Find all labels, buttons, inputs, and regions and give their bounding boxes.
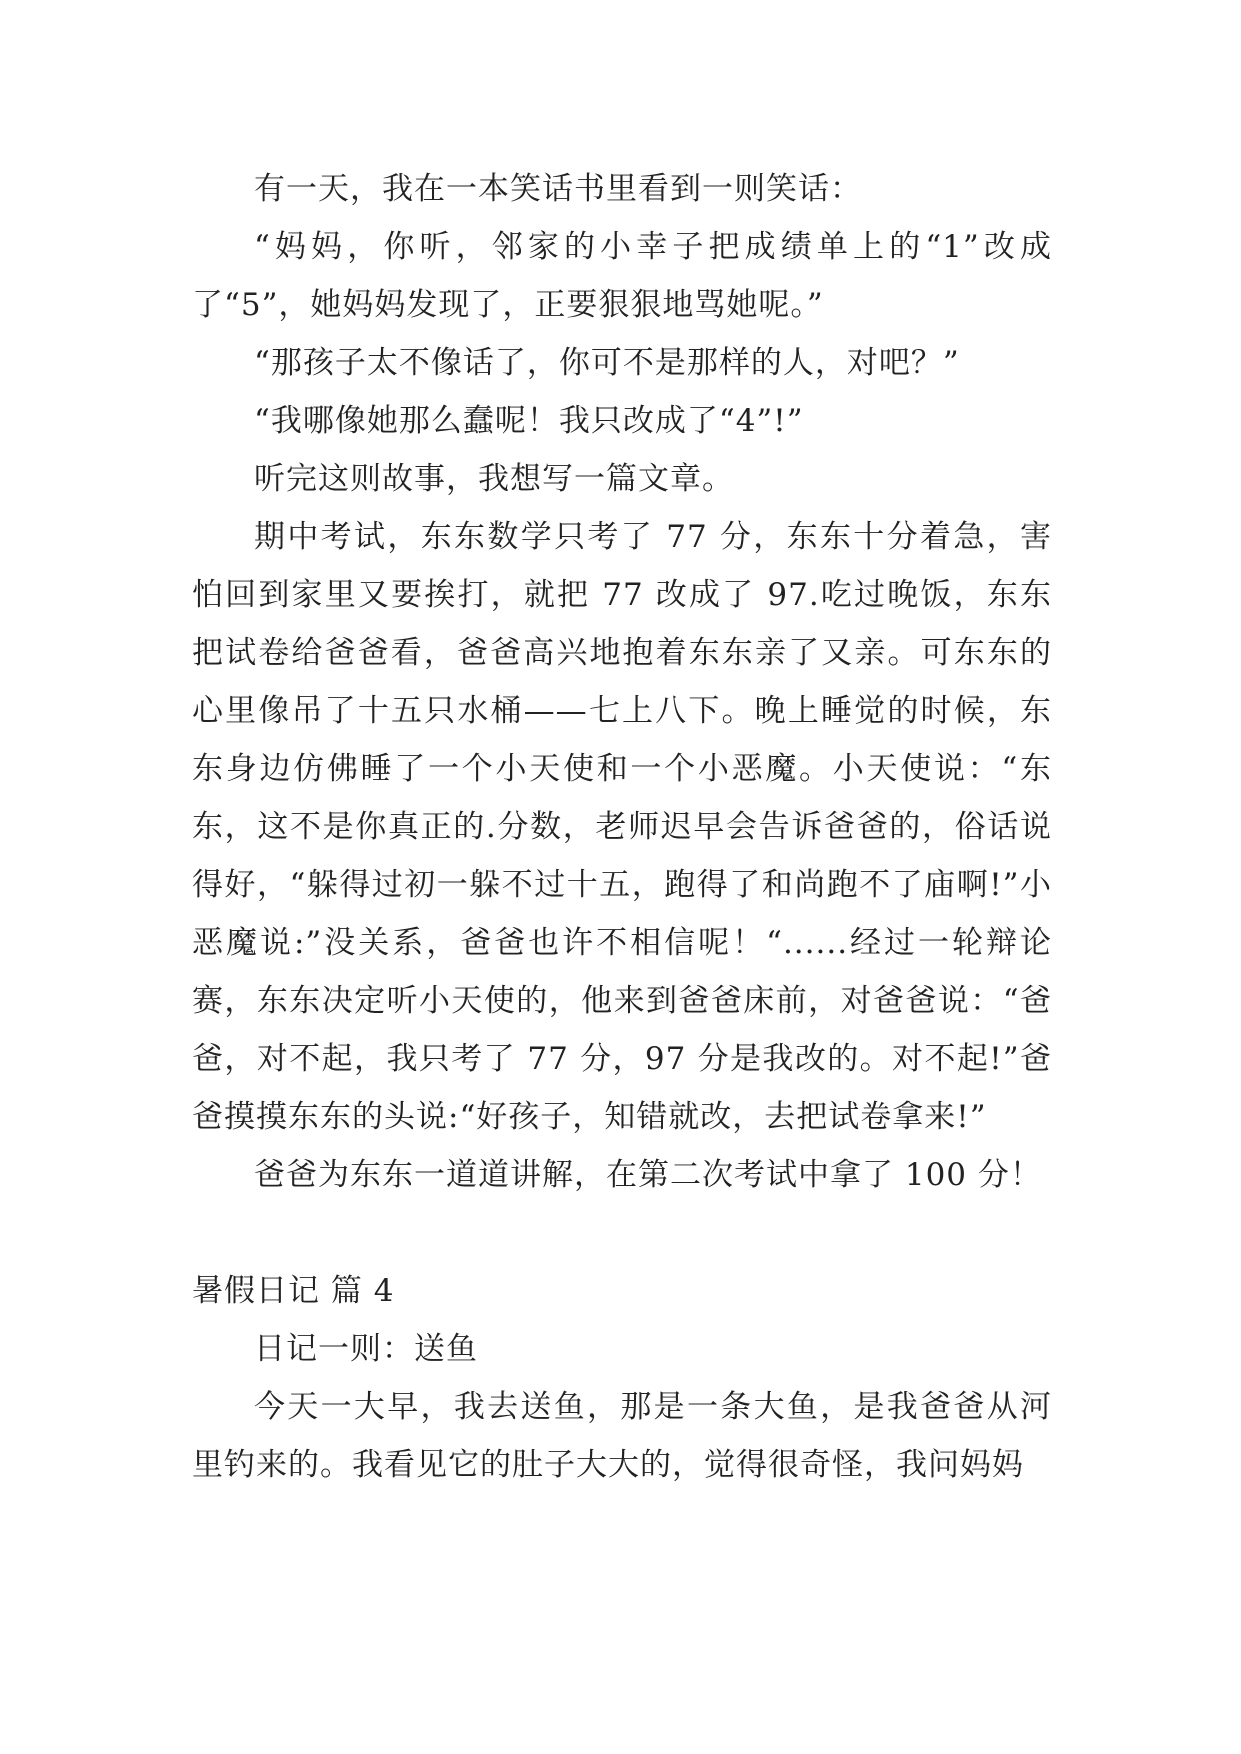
paragraph-story: 期中考试，东东数学只考了 77 分，东东十分着急，害怕回到家里又要挨打，就把 77 改成了 97.吃过晚饭，东东把试卷给爸爸看，爸爸高兴地抱着东东亲了又亲。可东东的心里像吊了十五只水桶——七上八下。晚上睡觉的时候，东东身边仿佛睡了一个小天使和一个小恶魔。小天使说：“东东，这不是你真正的.分数，老师迟早会告诉爸爸的，俗话说得好，“躲得过初一躲不过十五，跑得了和尚跑不了庙啊!”小恶魔说:”没关系，爸爸也许不相信呢！“......经过一轮辩论赛，东东决定听小天使的，他来到爸爸床前，对爸爸说：“爸爸，对不起，我只考了 77 分，97 分是我改的。对不起!”爸爸摸摸东东的头说:“好孩子，知错就改，去把试卷拿来!” (192, 519, 1052, 1135)
section-heading: 暑假日记 篇 4 (192, 1273, 395, 1309)
paragraph-joke-line-2: “那孩子太不像话了，你可不是那样的人，对吧？” (254, 345, 960, 381)
paragraph-transition: 听完这则故事，我想写一篇文章。 (254, 461, 734, 497)
document-body (192, 160, 1052, 1494)
paragraph-diary-body: 今天一大早，我去送鱼，那是一条大鱼，是我爸爸从河里钓来的。我看见它的肚子大大的，觉得很奇怪，我问妈妈 (192, 1389, 1052, 1483)
paragraph-joke-line-1: “妈妈，你听，邻家的小幸子把成绩单上的“1”改成了“5”，她妈妈发现了，正要狠狠地骂她呢。” (192, 229, 1052, 323)
paragraph-joke-line-3: “我哪像她那么蠢呢！我只改成了“4”!” (254, 403, 804, 439)
paragraph-diary-title: 日记一则：送鱼 (254, 1331, 478, 1367)
paragraph-intro: 有一天，我在一本笑话书里看到一则笑话： (254, 171, 862, 207)
paragraph-story-ending: 爸爸为东东一道道讲解，在第二次考试中拿了 100 分！ (254, 1157, 1042, 1193)
